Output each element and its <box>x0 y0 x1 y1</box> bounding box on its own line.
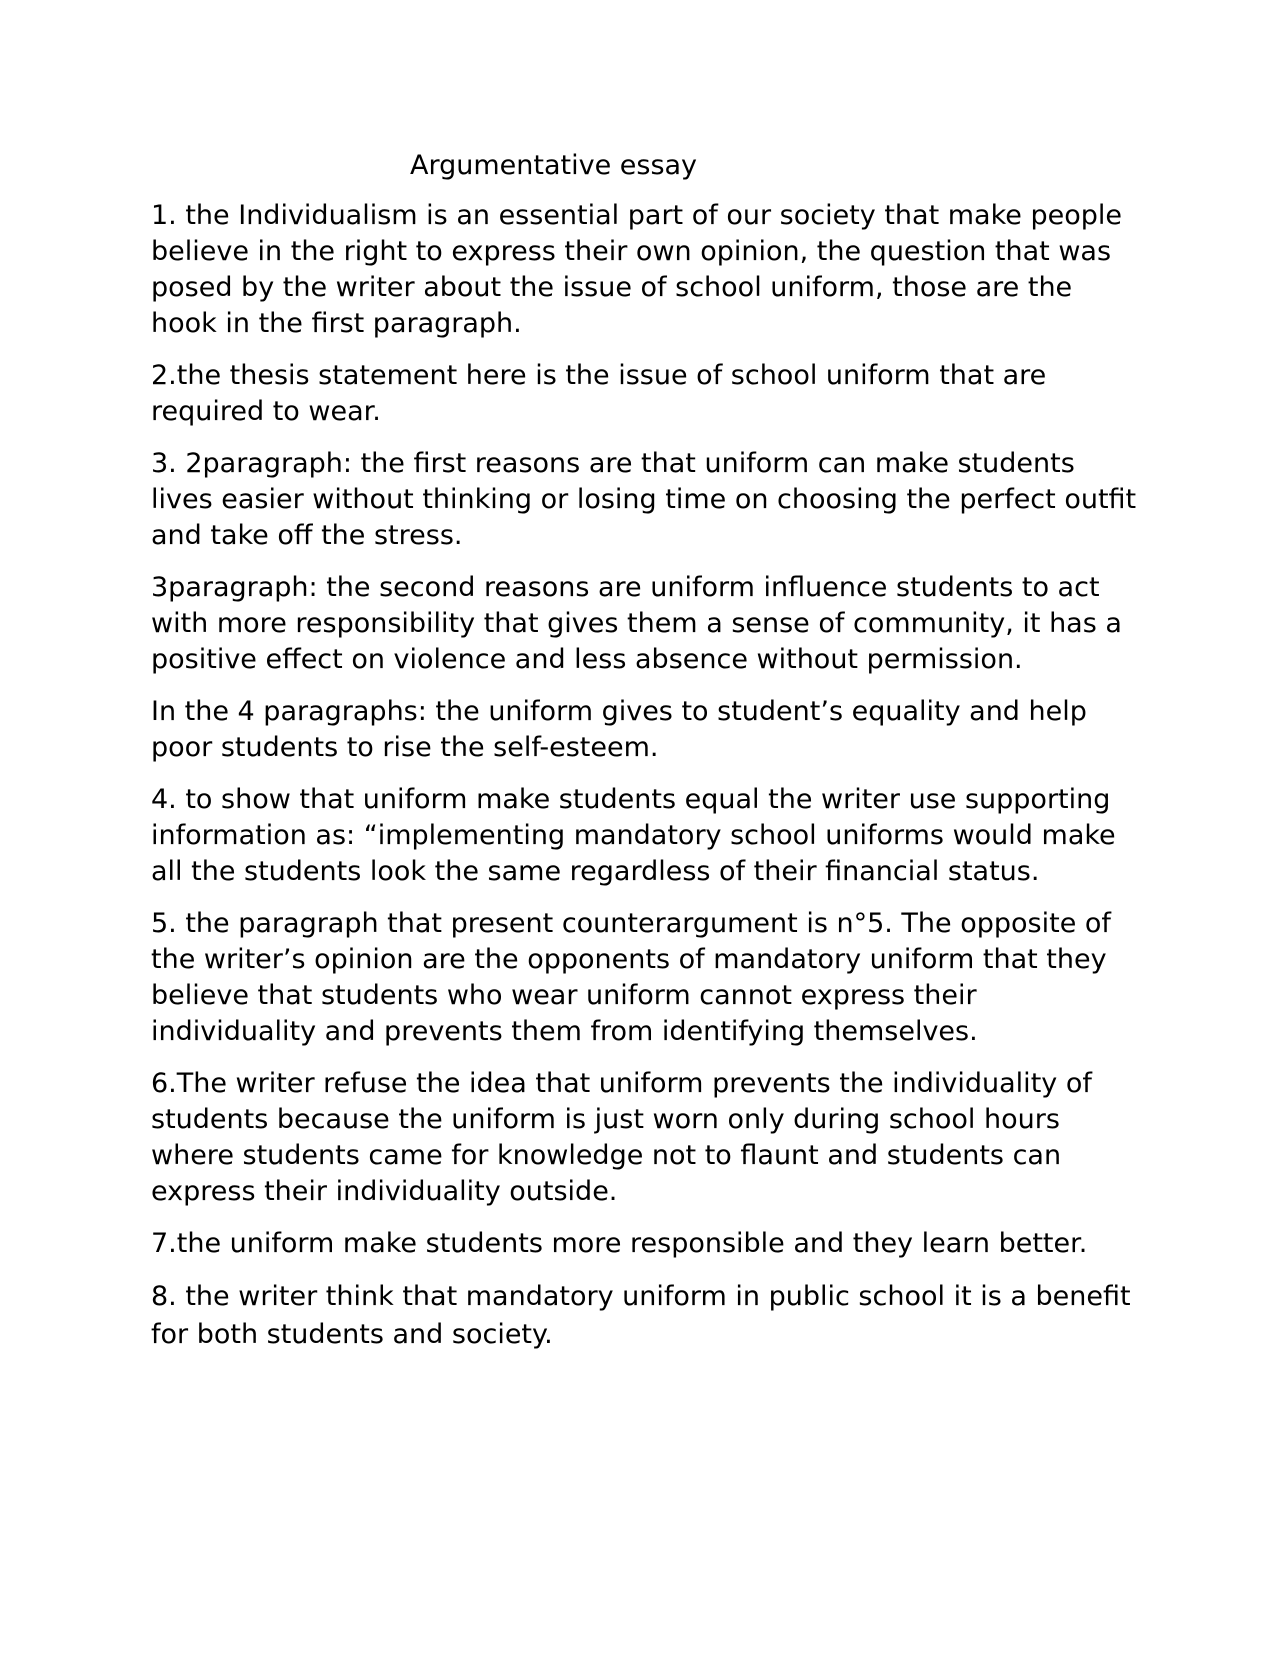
paragraph-2: 2.the thesis statement here is the issue of school uniform that are required to wear. <box>151 360 1047 427</box>
paragraph-6: 4. to show that uniform make students equal the writer use supporting information as: “implementing mandatory school uniforms would make all the students look the same regardless of their financial status. <box>151 784 1116 887</box>
paragraph-4: 3paragraph: the second reasons are uniform influence students to act with more responsibility that gives them a sense of community, it has a positive effect on violence and less absence without permission. <box>151 572 1122 675</box>
document-title: Argumentative essay <box>410 150 698 181</box>
document-body <box>151 148 1141 1354</box>
paragraph-1: 1. the Individualism is an essential part of our society that make people believe in the right to express their own opinion, the question that was posed by the writer about the issue of school uniform, those are the hook in the first paragraph. <box>151 200 1122 339</box>
paragraph-7: 5. the paragraph that present counterargument is n°5. The opposite of the writer’s opinion are the opponents of mandatory uniform that they believe that students who wear uniform cannot express their individuality and prevents them from identifying themselves. <box>151 908 1111 1047</box>
paragraph-5: In the 4 paragraphs: the uniform gives to student’s equality and help poor students to rise the self-esteem. <box>151 696 1087 763</box>
paragraph-10: 8. the writer think that mandatory uniform in public school it is a benefit for both students and society. <box>151 1281 1131 1350</box>
paragraph-8: 6.The writer refuse the idea that uniform prevents the individuality of students because the uniform is just worn only during school hours where students came for knowledge not to flaunt and students can express their individuality outside. <box>151 1068 1092 1207</box>
paragraph-3: 3. 2paragraph: the first reasons are that uniform can make students lives easier without thinking or losing time on choosing the perfect outfit and take off the stress. <box>151 448 1137 551</box>
paragraph-9: 7.the uniform make students more responsible and they learn better. <box>151 1228 1088 1259</box>
